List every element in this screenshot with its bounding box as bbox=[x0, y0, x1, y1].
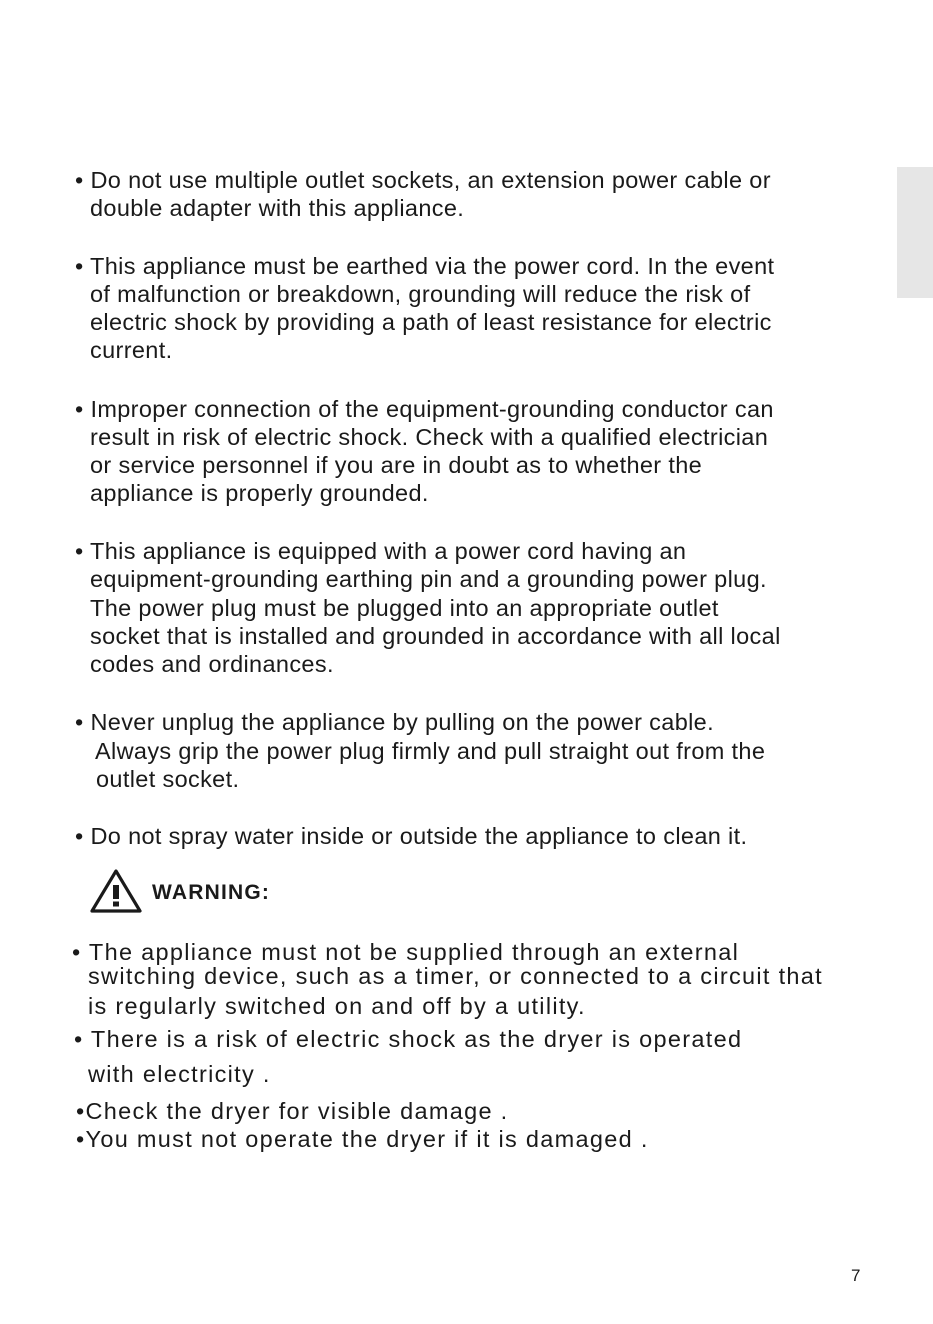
section-tab-marker bbox=[897, 167, 933, 298]
text-line: • This appliance is equipped with a power cord having an bbox=[75, 538, 687, 564]
text-line: appliance is properly grounded. bbox=[90, 480, 429, 506]
text-line: • Never unplug the appliance by pulling on the power cable. bbox=[75, 709, 714, 735]
text-line: or service personnel if you are in doubt as to whether the bbox=[90, 452, 703, 478]
warning-text-line: switching device, such as a timer, or connected to a circuit that bbox=[88, 963, 823, 989]
warning-text-line: •You must not operate the dryer if it is damaged . bbox=[76, 1126, 649, 1152]
warning-text-line: is regularly switched on and off by a utility. bbox=[88, 993, 586, 1019]
text-line: current. bbox=[90, 337, 173, 363]
warning-heading bbox=[90, 868, 390, 914]
warning-text-line: •Check the dryer for visible damage . bbox=[76, 1098, 509, 1124]
text-line: • Improper connection of the equipment-grounding conductor can bbox=[75, 396, 774, 422]
text-line: result in risk of electric shock. Check with a qualified electrician bbox=[90, 424, 769, 450]
text-line: socket that is installed and grounded in accordance with all local bbox=[90, 623, 781, 649]
text-line: The power plug must be plugged into an appropriate outlet bbox=[90, 595, 719, 621]
text-line: outlet socket. bbox=[96, 766, 240, 792]
text-line: • This appliance must be earthed via the power cord. In the event bbox=[75, 253, 775, 279]
text-line: • Do not spray water inside or outside the appliance to clean it. bbox=[75, 823, 748, 849]
text-line: electric shock by providing a path of least resistance for electric bbox=[90, 309, 772, 335]
warning-text-line: with electricity . bbox=[88, 1061, 271, 1087]
warning-triangle-icon bbox=[90, 868, 142, 914]
text-line: codes and ordinances. bbox=[90, 651, 334, 677]
text-line: Always grip the power plug firmly and pull straight out from the bbox=[95, 738, 766, 764]
warning-text-line: • The appliance must not be supplied through an external bbox=[72, 939, 740, 965]
warning-label: WARNING: bbox=[152, 881, 271, 904]
text-line: double adapter with this appliance. bbox=[90, 195, 465, 221]
text-line: • Do not use multiple outlet sockets, an extension power cable or bbox=[75, 167, 771, 193]
text-line: of malfunction or breakdown, grounding will reduce the risk of bbox=[90, 281, 751, 307]
text-line: equipment-grounding earthing pin and a grounding power plug. bbox=[90, 566, 767, 592]
warning-text-line: • There is a risk of electric shock as the dryer is operated bbox=[74, 1026, 743, 1052]
page-number: 7 bbox=[851, 1266, 861, 1285]
